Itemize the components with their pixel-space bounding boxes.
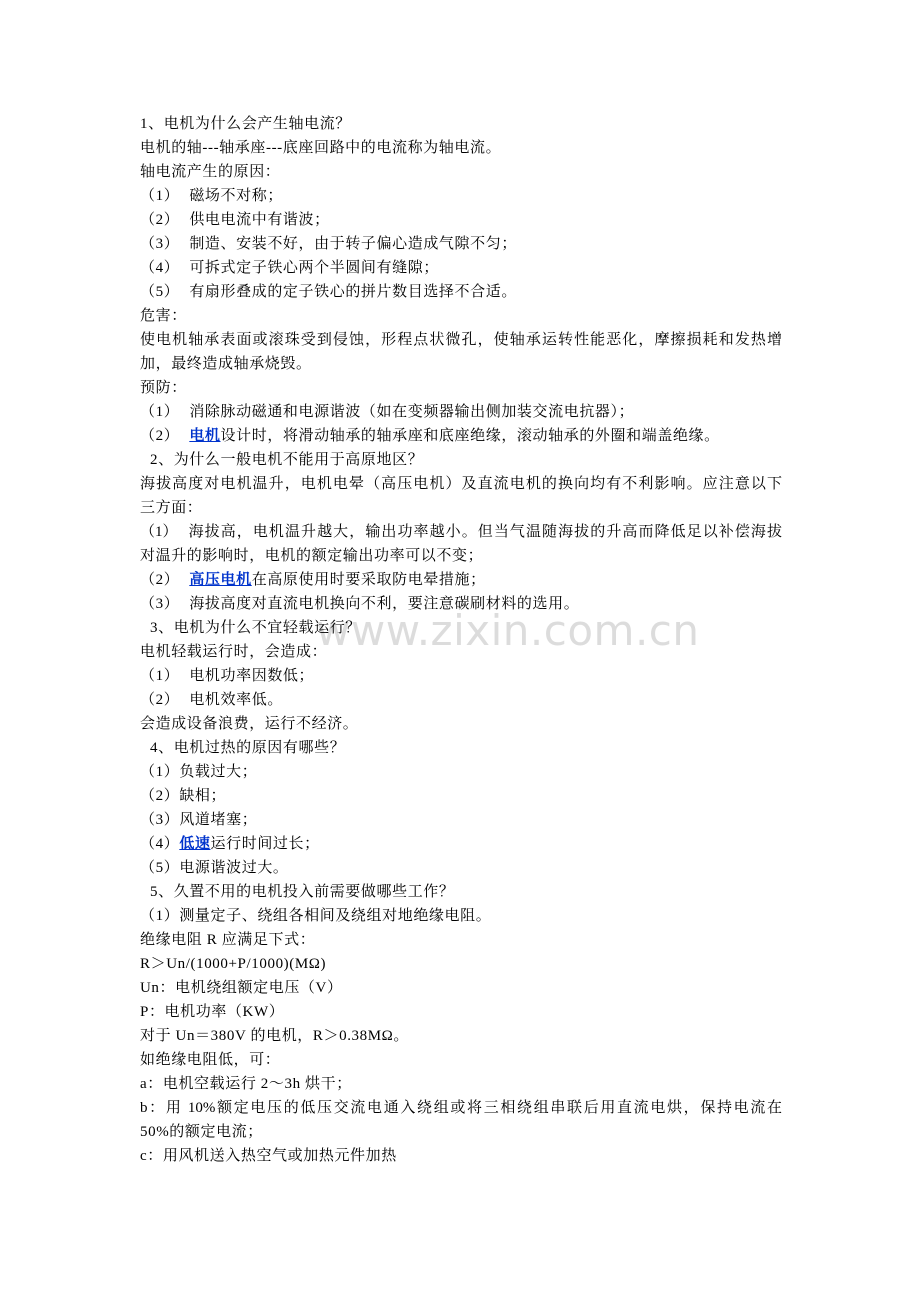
item-number: （3） bbox=[140, 236, 180, 252]
item-text: 磁场不对称； bbox=[189, 188, 283, 204]
subheading: 危害： bbox=[140, 308, 187, 324]
paragraph: 如绝缘电阻低，可： bbox=[140, 1052, 281, 1068]
link-motor[interactable]: 电机 bbox=[189, 428, 221, 444]
item-text: 制造、安装不好，由于转子偏心造成气隙不匀； bbox=[189, 236, 517, 252]
list-item bbox=[140, 808, 790, 832]
paragraph-line: 使电机轴承表面或滚珠受到侵蚀，形程点状微孔，使轴承运转性能恶化，摩擦损耗和发热增 bbox=[140, 332, 782, 348]
list-item bbox=[140, 568, 790, 592]
document-body bbox=[140, 112, 790, 1168]
list-item bbox=[140, 760, 790, 784]
item-number: （1） bbox=[140, 668, 180, 684]
list-item bbox=[140, 424, 790, 448]
question-3-title: 3、电机为什么不宜轻载运行？ bbox=[150, 620, 361, 636]
question-5-title: 5、久置不用的电机投入前需要做哪些工作？ bbox=[150, 884, 455, 900]
method-c: c：用风机送入热空气或加热元件加热 bbox=[140, 1148, 397, 1164]
method-a: a：电机空载运行 2～3h 烘干； bbox=[140, 1076, 352, 1092]
item-number: （1） bbox=[140, 908, 180, 924]
list-item bbox=[140, 832, 790, 856]
item-number: （4） bbox=[140, 260, 180, 276]
item-number: （2） bbox=[140, 428, 180, 444]
item-number: （3） bbox=[140, 596, 180, 612]
list-item bbox=[140, 208, 790, 232]
item-text: 供电电流中有谐波； bbox=[189, 212, 330, 228]
item-text: 电机效率低。 bbox=[189, 692, 283, 708]
item-text: 消除脉动磁通和电源谐波（如在变频器输出侧加装交流电抗器）； bbox=[189, 404, 635, 420]
item-number: （1） bbox=[140, 524, 178, 540]
paragraph: 绝缘电阻 R 应满足下式： bbox=[140, 932, 316, 948]
list-item bbox=[140, 784, 790, 808]
example: 对于 Un＝380V 的电机，R＞0.38MΩ。 bbox=[140, 1028, 410, 1044]
paragraph-line: 三方面： bbox=[140, 500, 203, 516]
link-low-speed[interactable]: 低速 bbox=[179, 836, 211, 852]
list-item-continuation: 对温升的影响时，电机的额定输出功率可以不变； bbox=[140, 548, 484, 564]
item-number: （1） bbox=[140, 404, 180, 420]
list-item bbox=[140, 688, 790, 712]
item-text: 设计时，将滑动轴承的轴承座和底座绝缘，滚动轴承的外圈和端盖绝缘。 bbox=[220, 428, 720, 444]
paragraph-line: 海拔高度对电机温升，电机电晕（高压电机）及直流电机的换向均有不利影响。应注意以下 bbox=[140, 476, 782, 492]
item-number: （2） bbox=[140, 572, 180, 588]
item-text: 测量定子、绕组各相间及绕组对地绝缘电阻。 bbox=[179, 908, 492, 924]
list-item bbox=[140, 664, 790, 688]
item-number: （4） bbox=[140, 836, 180, 852]
item-number: （5） bbox=[140, 860, 180, 876]
item-text: 可拆式定子铁心两个半圆间有缝隙； bbox=[189, 260, 439, 276]
paragraph: 会造成设备浪费，运行不经济。 bbox=[140, 716, 359, 732]
question-1-title: 1、电机为什么会产生轴电流？ bbox=[140, 116, 351, 132]
list-item bbox=[140, 856, 790, 880]
item-number: （5） bbox=[140, 284, 180, 300]
item-number: （1） bbox=[140, 764, 180, 780]
paragraph: 电机的轴---轴承座---底座回路中的电流称为轴电流。 bbox=[140, 140, 502, 156]
item-text: 在高原使用时要采取防电晕措施； bbox=[251, 572, 486, 588]
question-4-title: 4、电机过热的原因有哪些？ bbox=[150, 740, 346, 756]
subheading: 轴电流产生的原因： bbox=[140, 164, 281, 180]
question-2-title: 2、为什么一般电机不能用于高原地区？ bbox=[150, 452, 424, 468]
item-text: 海拔高，电机温升越大，输出功率越小。但当气温随海拔的升高而降低足以补偿海拔 bbox=[187, 524, 782, 540]
item-number: （2） bbox=[140, 788, 180, 804]
list-item bbox=[140, 904, 790, 928]
formula: R＞Un/(1000+P/1000)(MΩ) bbox=[140, 956, 327, 972]
list-item bbox=[140, 232, 790, 256]
watermark: www.zixin.com.cn bbox=[316, 606, 700, 655]
item-text: 负载过大； bbox=[179, 764, 258, 780]
paragraph: 电机轻载运行时，会造成： bbox=[140, 644, 328, 660]
item-text: 有扇形叠成的定子铁心的拼片数目选择不合适。 bbox=[189, 284, 517, 300]
item-text: 缺相； bbox=[179, 788, 227, 804]
subheading: 预防： bbox=[140, 380, 187, 396]
item-number: （3） bbox=[140, 812, 180, 828]
item-text: 电机功率因数低； bbox=[189, 668, 315, 684]
list-item bbox=[140, 184, 790, 208]
list-item bbox=[140, 256, 790, 280]
definition-un: Un：电机绕组额定电压（V） bbox=[140, 980, 343, 996]
link-high-voltage-motor[interactable]: 高压电机 bbox=[189, 572, 252, 588]
item-text: 海拔高度对直流电机换向不利，要注意碳刷材料的选用。 bbox=[189, 596, 580, 612]
list-item bbox=[140, 400, 790, 424]
list-item bbox=[140, 280, 790, 304]
item-number: （1） bbox=[140, 188, 180, 204]
item-text: 运行时间过长； bbox=[210, 836, 320, 852]
method-b: b：用 10%额定电压的低压交流电通入绕组或将三相绕组串联后用直流电烘，保持电流在 bbox=[140, 1100, 782, 1116]
paragraph-line: 加，最终造成轴承烧毁。 bbox=[140, 356, 312, 372]
list-item bbox=[140, 592, 790, 616]
item-text: 电源谐波过大。 bbox=[179, 860, 289, 876]
item-number: （2） bbox=[140, 692, 180, 708]
definition-p: P：电机功率（KW） bbox=[140, 1004, 285, 1020]
list-item bbox=[140, 520, 782, 544]
item-number: （2） bbox=[140, 212, 180, 228]
item-text: 风道堵塞； bbox=[179, 812, 258, 828]
method-b-continuation: 50%的额定电流； bbox=[140, 1124, 263, 1140]
